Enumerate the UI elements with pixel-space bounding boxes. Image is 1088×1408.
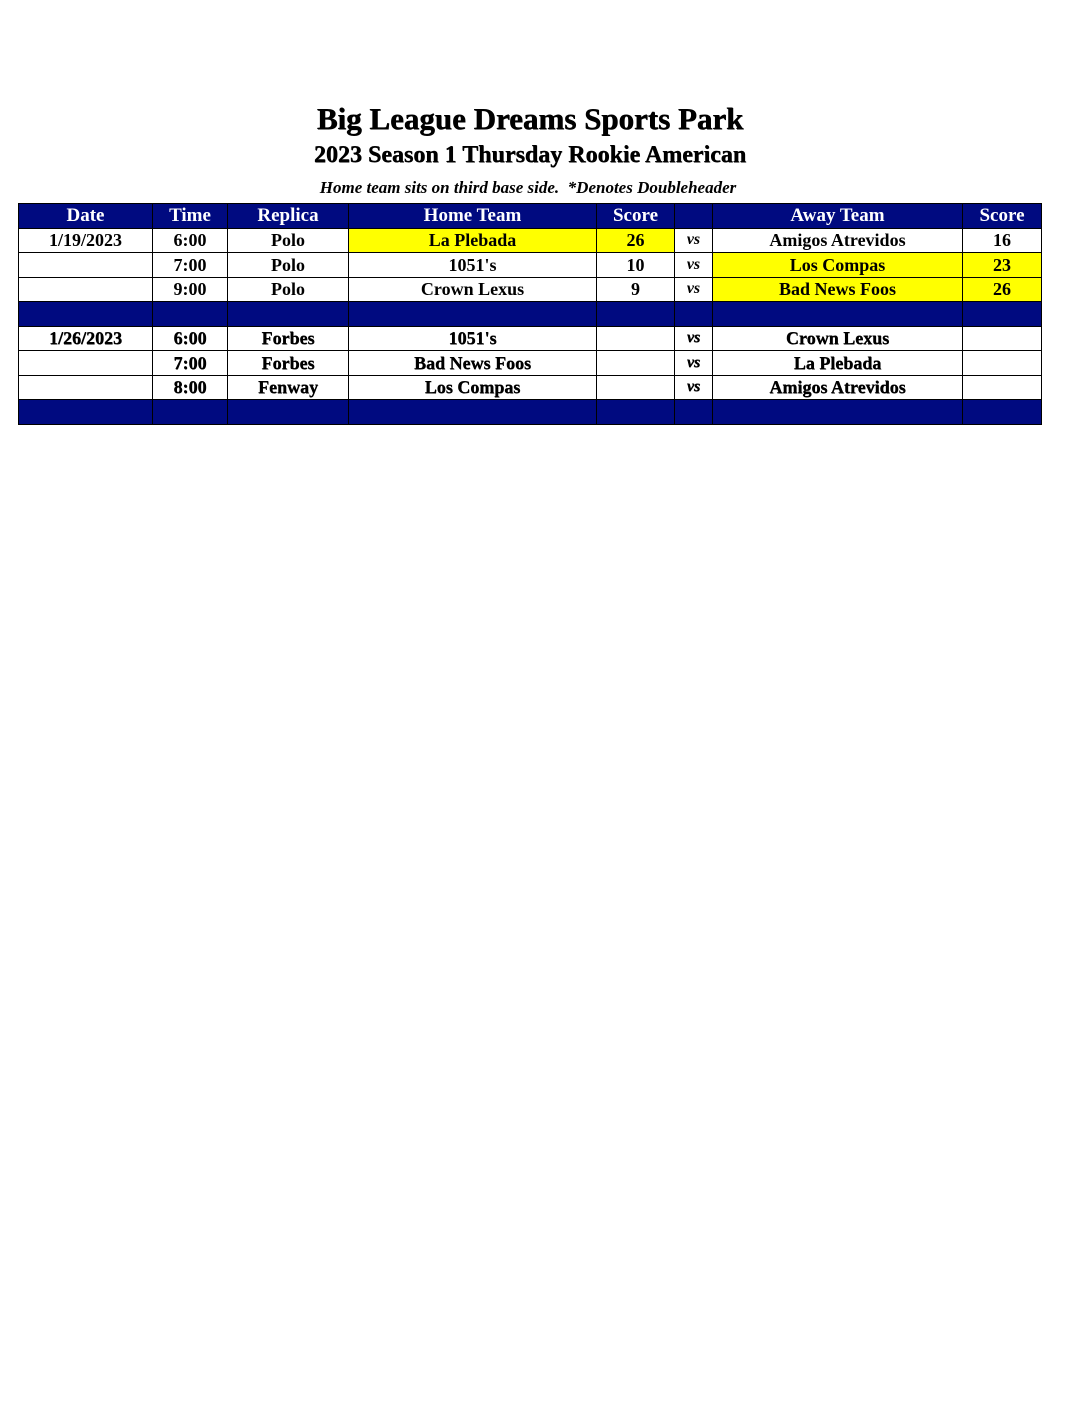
separator-cell [713, 400, 963, 425]
cell-time: 6:00 [153, 326, 228, 351]
cell-time: 9:00 [153, 277, 228, 302]
cell-replica: Polo [228, 228, 349, 253]
separator-cell [963, 302, 1042, 327]
cell-replica: Fenway [228, 375, 349, 400]
cell-date: 1/26/2023 [19, 326, 153, 351]
cell-away-team: Bad News Foos [713, 277, 963, 302]
cell-away-score [963, 351, 1042, 376]
separator-cell [713, 302, 963, 327]
game-row [19, 228, 1042, 253]
cell-replica: Polo [228, 277, 349, 302]
cell-date [19, 375, 153, 400]
cell-home-team: Los Compas [349, 375, 597, 400]
cell-vs: vs [675, 228, 713, 253]
column-header-away-team: Away Team [713, 204, 963, 229]
game-row [19, 253, 1042, 278]
separator-cell [228, 302, 349, 327]
cell-replica: Forbes [228, 351, 349, 376]
cell-replica: Forbes [228, 326, 349, 351]
separator-row [19, 400, 1042, 425]
cell-home-score: 10 [597, 253, 675, 278]
cell-date [19, 277, 153, 302]
cell-replica: Polo [228, 253, 349, 278]
column-header-away-score: Score [963, 204, 1042, 229]
column-header-replica: Replica [228, 204, 349, 229]
cell-home-score [597, 351, 675, 376]
separator-cell [675, 302, 713, 327]
cell-vs: vs [675, 253, 713, 278]
cell-home-score: 26 [597, 228, 675, 253]
page-title: Big League Dreams Sports Park [316, 101, 744, 136]
separator-cell [19, 302, 153, 327]
separator-cell [675, 400, 713, 425]
separator-cell [19, 400, 153, 425]
cell-vs: vs [675, 326, 713, 351]
cell-time: 8:00 [153, 375, 228, 400]
column-header-time: Time [153, 204, 228, 229]
cell-away-score: 16 [963, 228, 1042, 253]
separator-cell [153, 400, 228, 425]
column-header-vs [675, 204, 713, 229]
game-row [19, 277, 1042, 302]
separator-cell [963, 400, 1042, 425]
schedule-table [18, 203, 1042, 425]
column-header-date: Date [19, 204, 153, 229]
cell-home-team: 1051's [349, 326, 597, 351]
separator-cell [597, 302, 675, 327]
cell-vs: vs [675, 351, 713, 376]
cell-vs: vs [675, 277, 713, 302]
cell-home-score [597, 326, 675, 351]
cell-home-team: Crown Lexus [349, 277, 597, 302]
cell-home-score [597, 375, 675, 400]
schedule-body [19, 228, 1042, 424]
cell-away-team: La Plebada [713, 351, 963, 376]
separator-cell [349, 400, 597, 425]
cell-away-score [963, 375, 1042, 400]
game-row [19, 326, 1042, 351]
cell-time: 6:00 [153, 228, 228, 253]
cell-date: 1/19/2023 [19, 228, 153, 253]
page-subtitle: 2023 Season 1 Thursday Rookie American [313, 142, 747, 168]
column-header-home-team: Home Team [349, 204, 597, 229]
column-header-home-score: Score [597, 204, 675, 229]
cell-home-team: 1051's [349, 253, 597, 278]
cell-away-score [963, 326, 1042, 351]
cell-date [19, 253, 153, 278]
game-row [19, 375, 1042, 400]
schedule-note: Home team sits on third base side. *Denotes Doubleheader [319, 178, 737, 197]
cell-home-team: La Plebada [349, 228, 597, 253]
cell-away-team: Crown Lexus [713, 326, 963, 351]
cell-home-team: Bad News Foos [349, 351, 597, 376]
cell-away-score: 23 [963, 253, 1042, 278]
cell-away-score: 26 [963, 277, 1042, 302]
cell-away-team: Los Compas [713, 253, 963, 278]
cell-vs: vs [675, 375, 713, 400]
cell-time: 7:00 [153, 351, 228, 376]
separator-cell [153, 302, 228, 327]
cell-away-team: Amigos Atrevidos [713, 228, 963, 253]
header-row [19, 204, 1042, 229]
game-row [19, 351, 1042, 376]
cell-date [19, 351, 153, 376]
separator-cell [228, 400, 349, 425]
cell-away-team: Amigos Atrevidos [713, 375, 963, 400]
separator-cell [349, 302, 597, 327]
separator-cell [597, 400, 675, 425]
cell-time: 7:00 [153, 253, 228, 278]
separator-row [19, 302, 1042, 327]
cell-home-score: 9 [597, 277, 675, 302]
